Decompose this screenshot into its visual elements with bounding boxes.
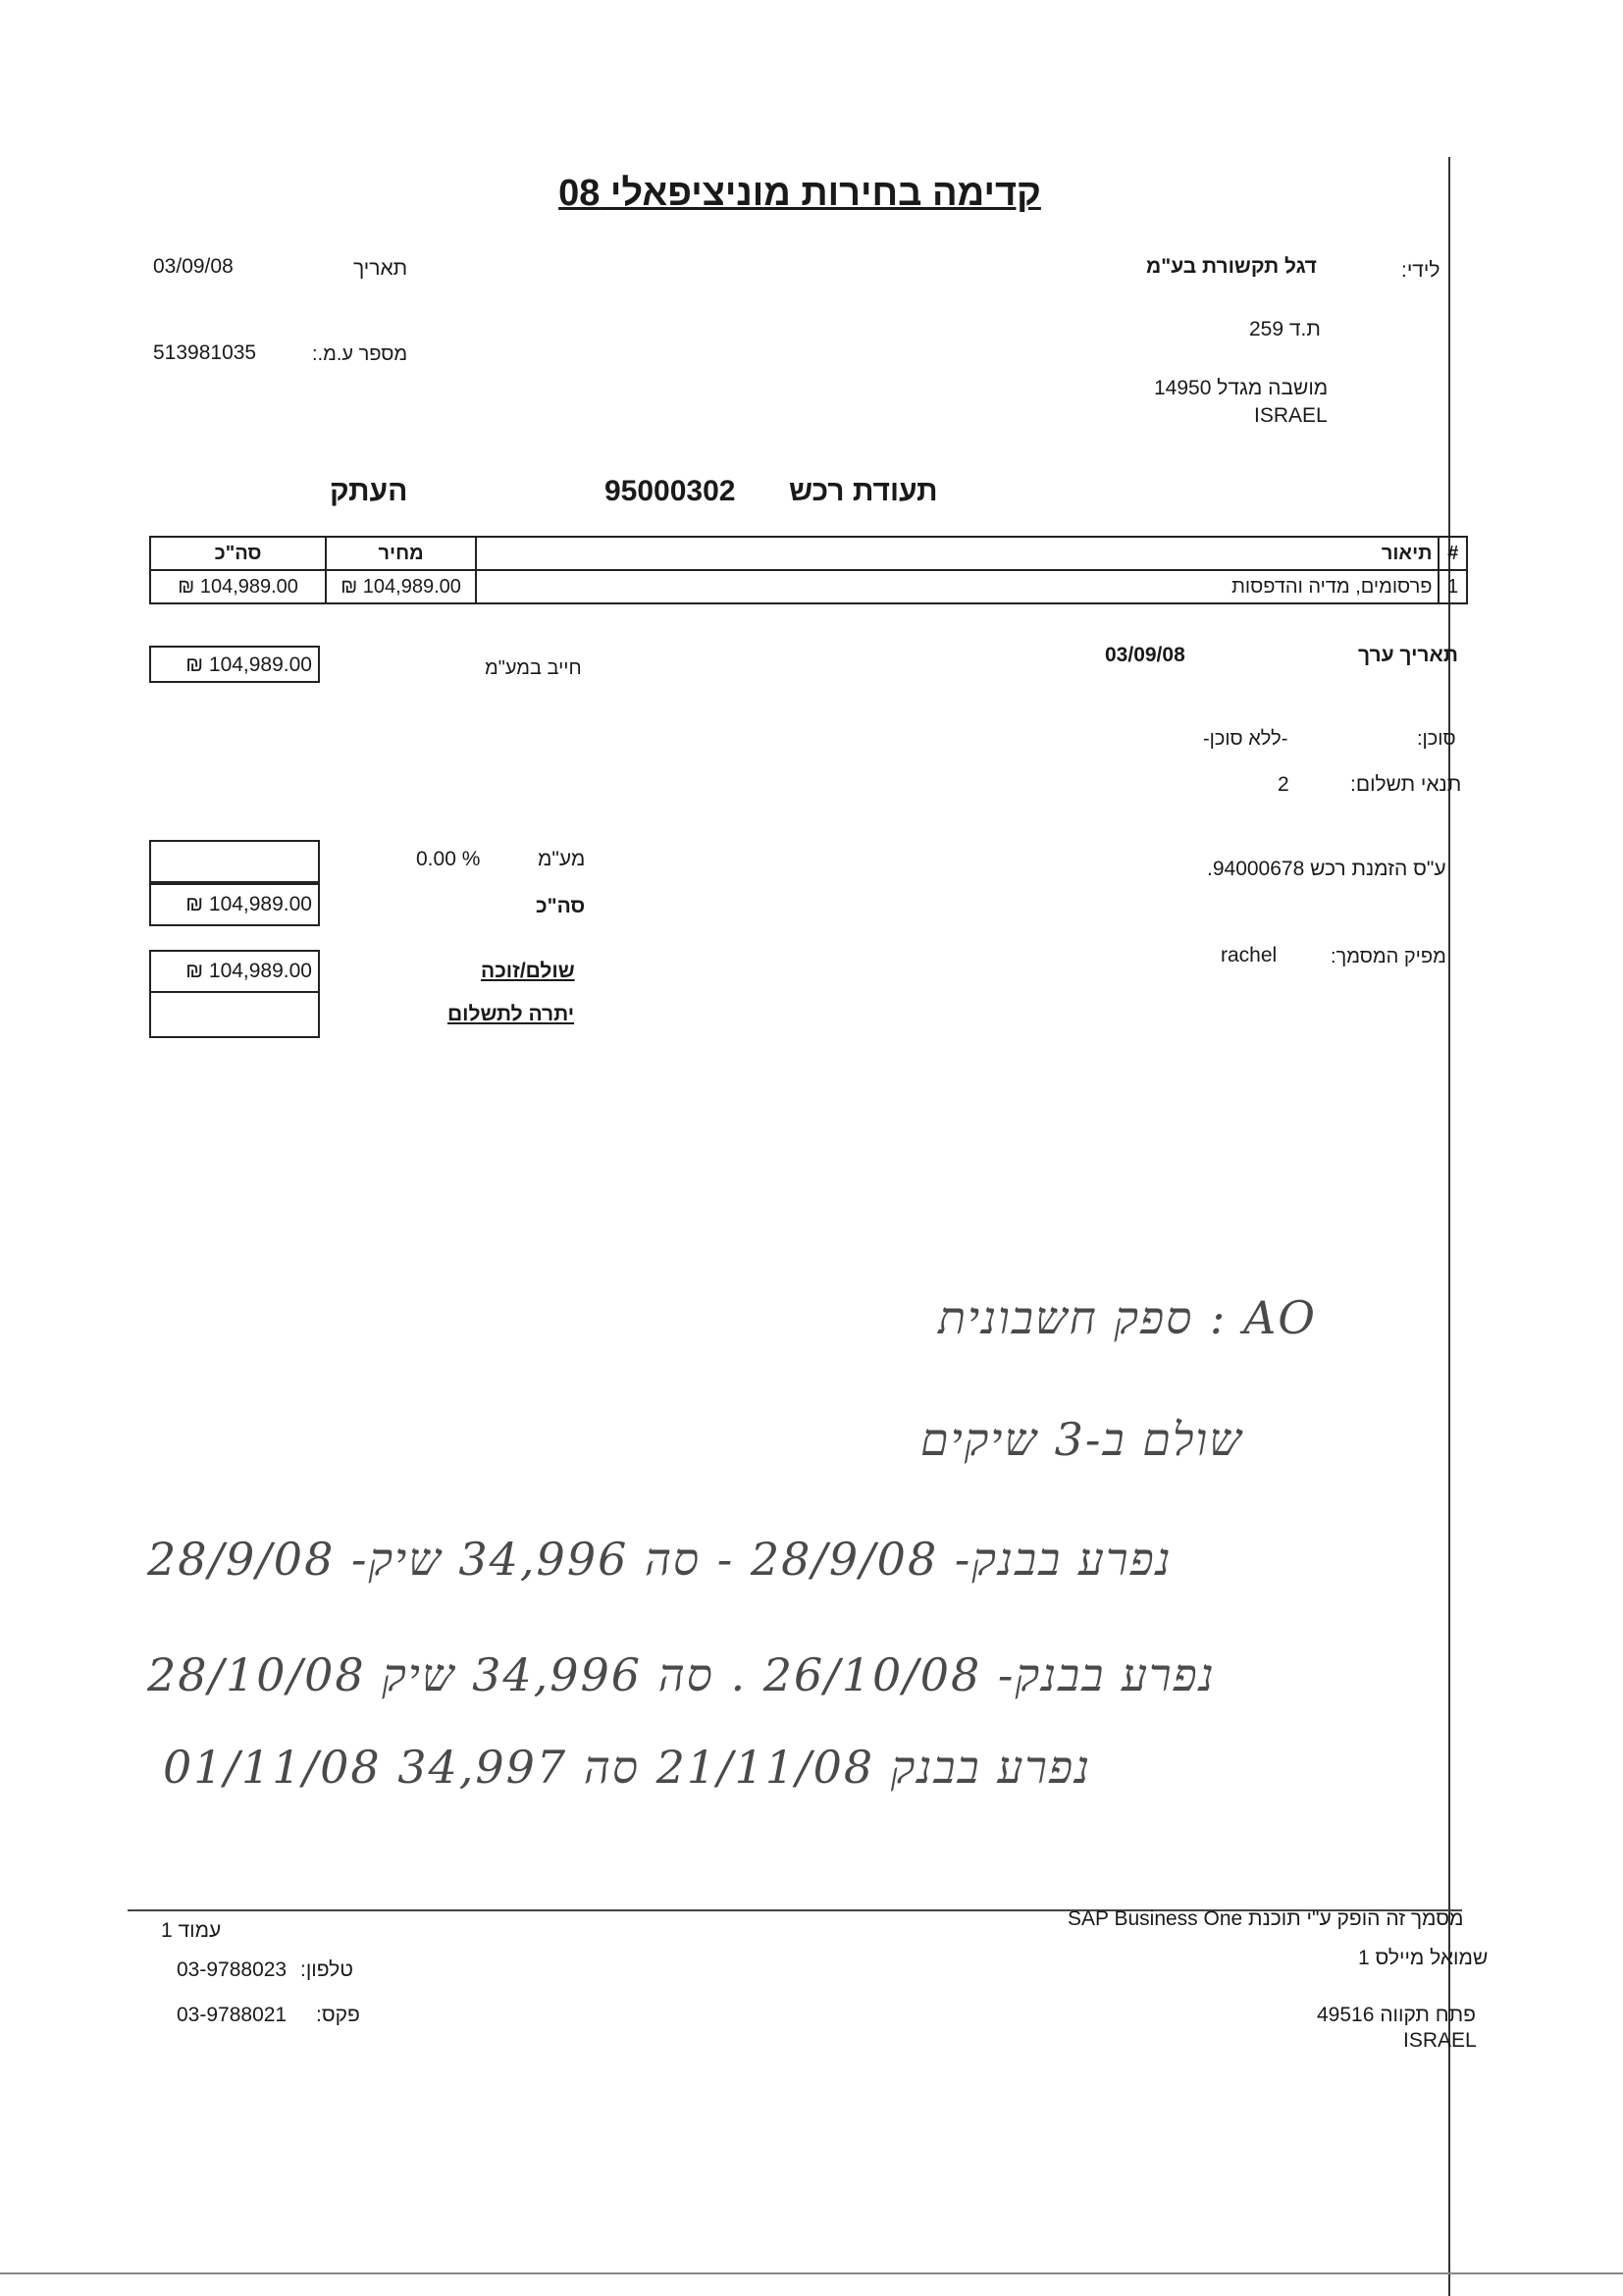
header-index: # (1439, 537, 1467, 570)
items-table (149, 536, 1468, 604)
handwritten-note-1: AO : ספק חשבונית (938, 1291, 1317, 1344)
vat-label: מע"מ (538, 848, 586, 870)
phone-value: 03-9788023 (177, 1958, 288, 1981)
total-value: ₪ 104,989.00 (185, 893, 312, 915)
total-label: סה"כ (536, 895, 586, 917)
row-description: פרסומים, מדיה והדפסות (476, 570, 1440, 603)
handwritten-note-4: נפרע בבנק- 26/10/08 . סה 34,996 שיק 28/10/08 (147, 1648, 1216, 1701)
vat-number-label: מספר ע.מ.: (312, 343, 408, 365)
liable-vat-box (149, 646, 320, 683)
payment-terms-label: תנאי תשלום: (1350, 773, 1462, 796)
paid-value: ₪ 104,989.00 (185, 960, 312, 982)
row-index: 1 (1439, 570, 1467, 603)
value-date: 03/09/08 (1105, 644, 1185, 666)
scan-vertical-line (1448, 157, 1450, 2296)
issuer-value: rachel (1221, 944, 1278, 966)
phone-label: טלפון: (300, 1958, 353, 1981)
date-label: תאריך (353, 257, 408, 280)
po-reference: ע"ס הזמנת רכש 94000678. (1207, 858, 1446, 880)
footer-address-street: שמואל מיילס 1 (1358, 1947, 1489, 1969)
vat-amount-box (149, 840, 320, 883)
vat-number-value: 513981035 (153, 341, 257, 364)
document-type-label: תעודת רכש (789, 475, 938, 507)
header-description: תיאור (476, 537, 1440, 570)
recipient-name: דגל תקשורת בע"מ (1146, 255, 1317, 278)
vat-percent: 0.00 % (416, 848, 481, 870)
scan-bottom-line (0, 2272, 1623, 2274)
row-total: ₪ 104,989.00 (150, 570, 326, 603)
copy-label: העתק (330, 475, 408, 507)
issuer-label: מפיק המסמך: (1331, 946, 1446, 967)
company-title: קדימה בחירות מוניציפאלי 08 (558, 173, 1041, 214)
liable-vat-value: ₪ 104,989.00 (185, 653, 312, 676)
fax-label: פקס: (316, 2004, 360, 2026)
fax-value: 03-9788021 (177, 2004, 288, 2026)
liable-vat-label: חייב במע"מ (485, 657, 582, 679)
table-row (150, 570, 1467, 603)
recipient-pobox: ת.ד 259 (1249, 318, 1321, 340)
balance-label: יתרה לתשלום (447, 1003, 575, 1025)
total-box (149, 883, 320, 926)
payment-terms-value: 2 (1278, 773, 1289, 796)
row-price: ₪ 104,989.00 (326, 570, 476, 603)
recipient-country: ISRAEL (1254, 404, 1328, 427)
paid-box (149, 950, 320, 1038)
recipient-label: לידי: (1401, 259, 1440, 282)
handwritten-note-2: שולם ב-3 שיקים (920, 1413, 1243, 1466)
document-number: 95000302 (604, 475, 736, 507)
items-table-header (150, 537, 1467, 570)
paid-label: שולם/זוכה (481, 960, 575, 982)
agent-label: סוכן: (1417, 728, 1456, 750)
value-date-label: תאריך ערך (1358, 644, 1458, 666)
handwritten-note-3: נפרע בבנק- 28/9/08 - סה 34,996 שיק- 28/9/08 (147, 1533, 1173, 1586)
date-value: 03/09/08 (153, 255, 234, 278)
header-price: מחיר (326, 537, 476, 570)
footer-address-country: ISRAEL (1403, 2029, 1477, 2052)
handwritten-note-5: נפרע בבנק 21/11/08 סה 34,997 01/11/08 (163, 1741, 1092, 1794)
generated-by: מסמך זה הופק ע"י תוכנת SAP Business One (1068, 1907, 1464, 1930)
recipient-city: מושבה מגדל 14950 (1154, 377, 1329, 399)
header-total: סה"כ (150, 537, 326, 570)
footer-address-city: פתח תקווה 49516 (1317, 2004, 1476, 2026)
page-label: עמוד 1 (161, 1919, 222, 1942)
agent-value: -ללא סוכן- (1203, 728, 1288, 750)
